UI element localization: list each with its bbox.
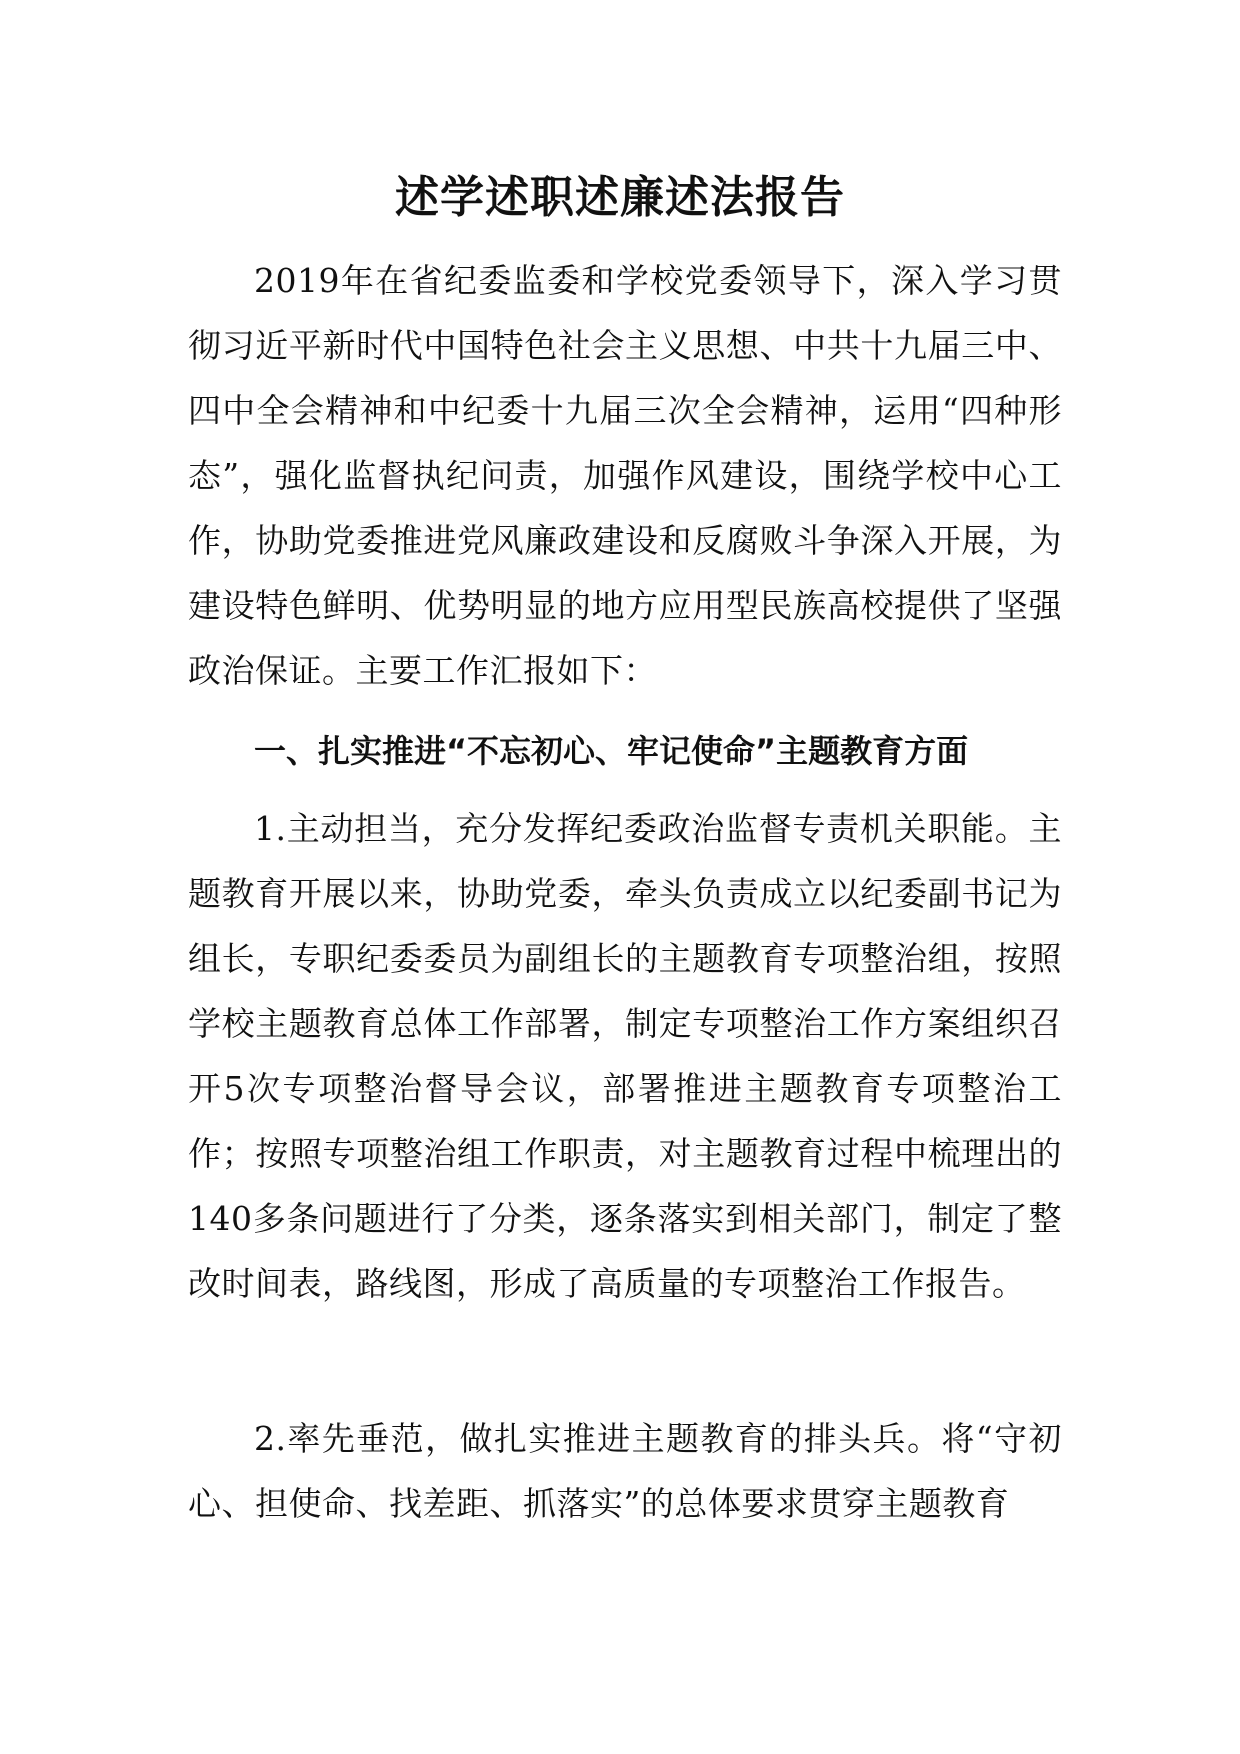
document-title: 述学述职述廉述法报告 [395, 172, 845, 223]
paragraph-item-1: 1.主动担当，充分发挥纪委政治监督专责机关职能。主题教育开展以来，协助党委，牵头负责成立以纪委副书记为组长，专职纪委委员为副组长的主题教育专项整治组，按照学校主题教育总体工作部署，制定专项整治工作方案组织召开5次专项整治督导会议，部署推进主题教育专项整治工作；按照专项整治组工作职责，对主题教育过程中梳理出的140多条问题进行了分类，逐条落实到相关部门，制定了整改时间表，路线图，形成了高质量的专项整治工作报告。 [188, 809, 1062, 1303]
paragraph-item-2: 2.率先垂范，做扎实推进主题教育的排头兵。将“守初心、担使命、找差距、抓落实”的总体要求贯穿主题教育 [188, 1419, 1062, 1523]
section-heading: 一、扎实推进“不忘初心、牢记使命”主题教育方面 [254, 732, 969, 770]
intro-paragraph: 2019年在省纪委监委和学校党委领导下，深入学习贯彻习近平新时代中国特色社会主义思想、中共十九届三中、四中全会精神和中纪委十九届三次全会精神，运用“四种形态”，强化监督执纪问责，加强作风建设，围绕学校中心工作，协助党委推进党风廉政建设和反腐败斗争深入开展，为建设特色鲜明、优势明显的地方应用型民族高校提供了坚强政治保证。主要工作汇报如下： [188, 261, 1062, 690]
